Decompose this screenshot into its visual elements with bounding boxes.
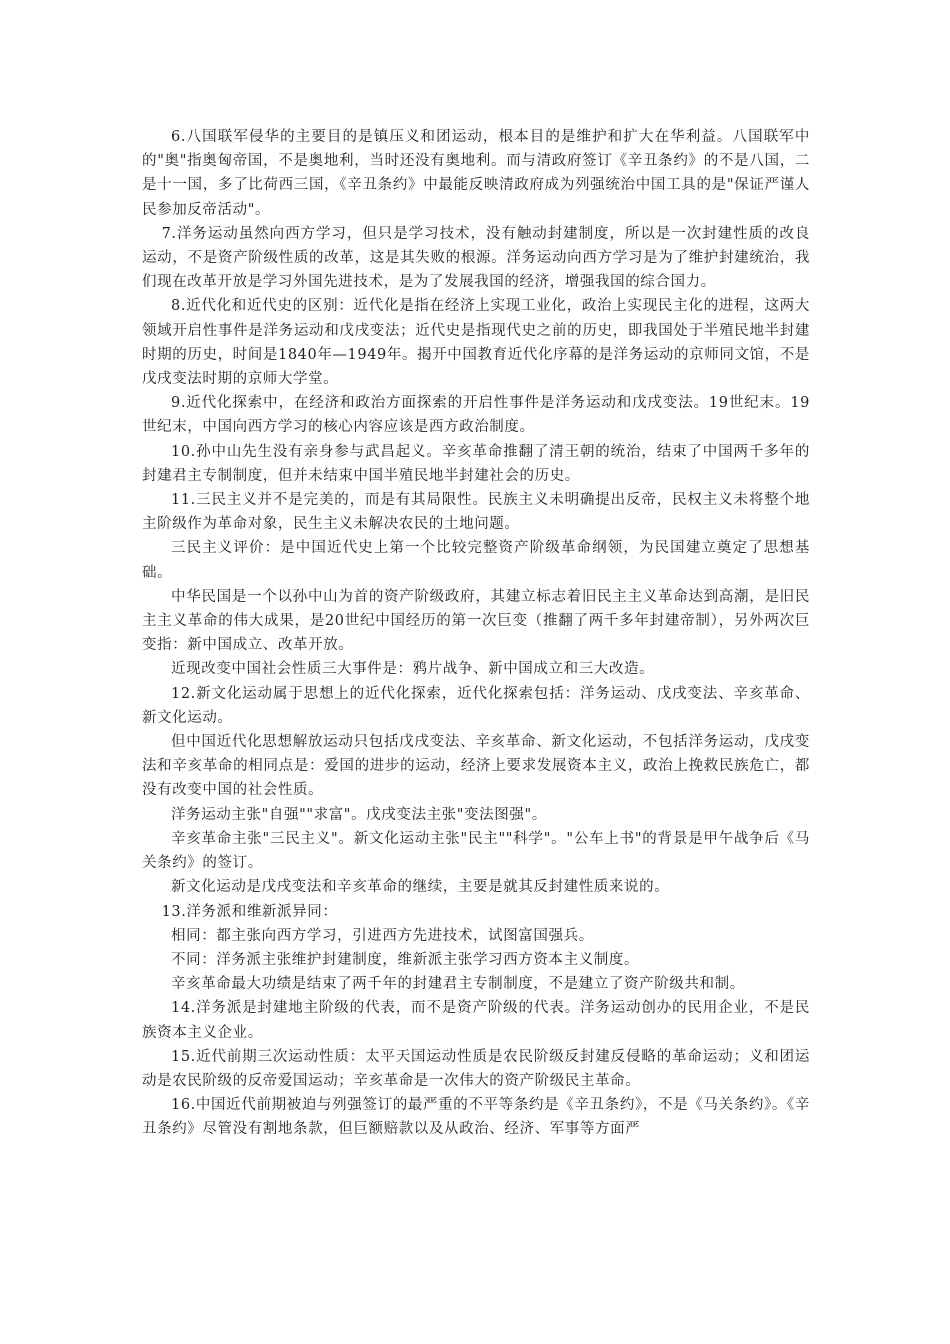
document-body — [142, 125, 810, 1142]
paragraph-three-events: 近现改变中国社会性质三大事件是：鸦片战争、新中国成立和三大改造。 — [171, 661, 655, 678]
paragraph-10: 10.孙中山先生没有亲身参与武昌起义。辛亥革命推翻了清王朝的统治，结束了中国两千多年的封建君主专制制度，但并未结束中国半殖民地半封建社会的历史。 — [142, 443, 810, 484]
paragraph-westernization-slogan: 洋务运动主张"自强""求富"。戊戌变法主张"变法图强"。 — [171, 806, 547, 823]
paragraph-11: 11.三民主义并不是完美的，而是有其局限性。民族主义未明确提出反帝，民权主义未将整个地主阶级作为革命对象，民生主义未解决农民的土地问题。 — [142, 492, 810, 533]
paragraph-difference: 不同：洋务派主张维护封建制度，维新派主张学习西方资本主义制度。 — [171, 951, 640, 968]
paragraph-three-principles-evaluation: 三民主义评价：是中国近代史上第一个比较完整资产阶级革命纲领，为民国建立奠定了思想基础。 — [142, 540, 810, 581]
paragraph-7: 7.洋务运动虽然向西方学习，但只是学习技术，没有触动封建制度，所以是一次封建性质的改良运动，不是资产阶级性质的改革，这是其失败的根源。洋务运动向西方学习是为了维护封建统治，我们现在改革开放是学习外国先进技术，是为了发展我国的经济，增强我国的综合国力。 — [142, 225, 810, 291]
paragraph-14: 14.洋务派是封建地主阶级的代表，而不是资产阶级的代表。洋务运动创办的民用企业，不是民族资本主义企业。 — [142, 1000, 810, 1041]
paragraph-9: 9.近代化探索中，在经济和政治方面探索的开启性事件是洋务运动和戊戌变法。19世纪末。19世纪末，中国向西方学习的核心内容应该是西方政治制度。 — [142, 395, 810, 436]
paragraph-16: 16.中国近代前期被迫与列强签订的最严重的不平等条约是《辛丑条约》，不是《马关条约》。《辛丑条约》尽管没有割地条款，但巨额赔款以及从政治、经济、军事等方面严 — [142, 1097, 810, 1138]
paragraph-12: 12.新文化运动属于思想上的近代化探索，近代化探索包括：洋务运动、戊戌变法、辛亥革命、新文化运动。 — [142, 685, 810, 726]
paragraph-6: 6.八国联军侵华的主要目的是镇压义和团运动，根本目的是维护和扩大在华利益。八国联军中的"奥"指奥匈帝国，不是奥地利，当时还没有奥地利。而与清政府签订《辛丑条约》的不是八国，二是十一国，多了比荷西三国，《辛丑条约》中最能反映清政府成为列强统治中国工具的是"保证严谨人民参加反帝活动"。 — [142, 129, 810, 218]
paragraph-thought-liberation: 但中国近代化思想解放运动只包括戊戌变法、辛亥革命、新文化运动，不包括洋务运动，戊戌变法和辛亥革命的相同点是：爱国的进步的运动，经济上要求发展资本主义，政治上挽救民族危亡，都没有改变中国的社会性质。 — [142, 734, 810, 799]
paragraph-15: 15.近代前期三次运动性质：太平天国运动性质是农民阶级反封建反侵略的革命运动；义和团运动是农民阶级的反帝爱国运动；辛亥革命是一次伟大的资产阶级民主革命。 — [142, 1048, 810, 1089]
paragraph-xinhai-slogan: 辛亥革命主张"三民主义"。新文化运动主张"民主""科学"。"公车上书"的背景是甲午战争后《马关条约》的签订。 — [142, 830, 810, 872]
paragraph-new-culture: 新文化运动是戊戌变法和辛亥革命的继续，主要是就其反封建性质来说的。 — [171, 879, 670, 896]
paragraph-republic-of-china: 中华民国是一个以孙中山为首的资产阶级政府，其建立标志着旧民主主义革命达到高潮，是旧民主主义革命的伟大成果，是20世纪中国经历的第一次巨变（推翻了两千多年封建帝制），另外两次巨变指：新中国成立、改革开放。 — [142, 588, 810, 654]
paragraph-xinhai-achievement: 辛亥革命最大功绩是结束了两千年的封建君主专制制度，不是建立了资产阶级共和制。 — [171, 976, 745, 993]
paragraph-8: 8.近代化和近代史的区别：近代化是指在经济上实现工业化，政治上实现民主化的进程，这两大领域开启性事件是洋务运动和戊戌变法；近代史是指现代史之前的历史，即我国处于半殖民地半封建时期的历史，时间是1840年—1949年。揭开中国教育近代化序幕的是洋务运动的京师同文馆，不是戊戌变法时期的京师大学堂。 — [142, 298, 810, 388]
paragraph-similarity: 相同：都主张向西方学习，引进西方先进技术，试图富国强兵。 — [171, 927, 594, 944]
paragraph-13: 13.洋务派和维新派异同： — [161, 903, 338, 920]
